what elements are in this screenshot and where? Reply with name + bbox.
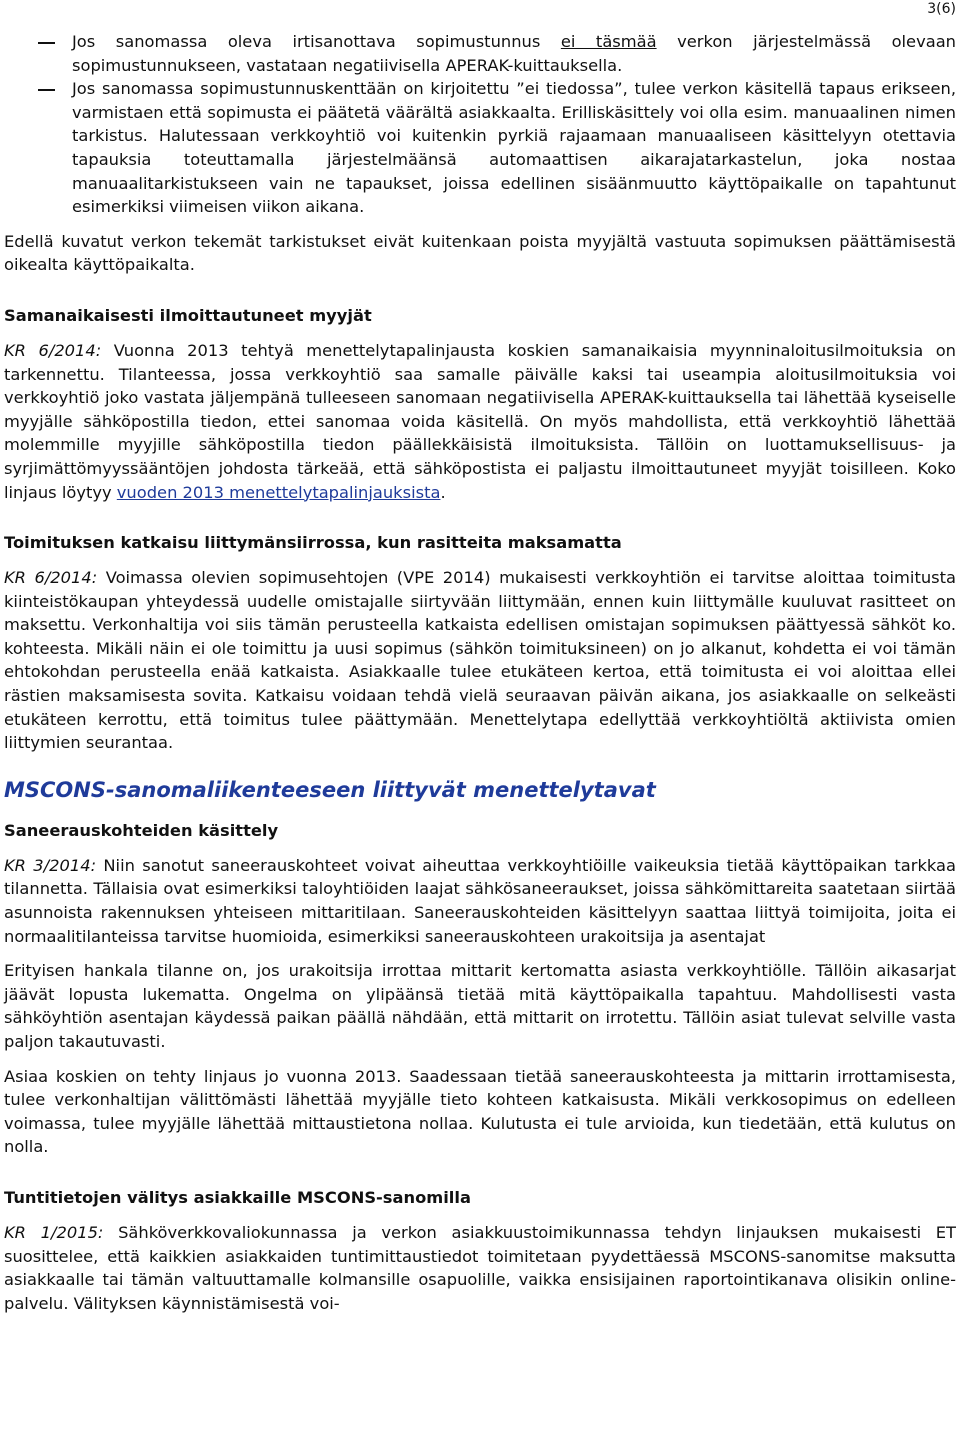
bullet-text: Jos sanomassa sopimustunnuskenttään on kirjoitettu ”ei tiedossa”, tulee verkon käsitellä tapaus erikseen, varmistaen että sopimusta ei päätetä väärältä asiakkaalta. Erilliskäsittely voi olla esim. manuaalinen nimen tarkistus. Halutessaan verkkoyhtiö voi kuitenkin pyrkiä rajaamaan manuaaliseen käsittelyyn otettavia tapauksia toteuttamalla järjestelmäänsä automaattisen aikarajatarkastelun, joka nostaa manuaalitarkistukseen vain ne tapaukset, joissa edellinen sisäänmuutto käyttöpaikalle on tapahtunut esimerkiksi viimeisen viikon aikana.: [72, 79, 956, 217]
section-paragraph: [4, 566, 956, 755]
underlined-text: ei täsmää: [560, 32, 657, 51]
bullet-text: verkon järjestelmässä olevaan sopimustunnukseen, vastataan negatiivisella APERAK-kuittauksella.: [72, 32, 956, 75]
paragraph-text: Sähköverkkovaliokunnassa ja verkon asiakkuustoimikunnassa tehdyn linjauksen mukaisesti ET suosittelee, että kaikkien asiakkaiden tuntimittaustiedot toimitetaan pyydettäessä MSCONS-sanomitse maksutta asiakkaalle tai tämän valtuuttamalle kolmansille osapuolille, vaikka ensisijainen raportointikanava olisikin online-palvelu. Välityksen käynnistämisestä voi-: [4, 1222, 956, 1313]
paragraph-text: .: [440, 482, 446, 502]
reference-label: KR 6/2014:: [4, 340, 102, 360]
section-heading-hourly-data: Tuntitietojen välitys asiakkaille MSCONS-sanomilla: [4, 1187, 471, 1207]
section-paragraph: [4, 339, 956, 504]
reference-label: KR 3/2014:: [4, 855, 97, 875]
bullet-list: [4, 30, 956, 219]
list-item: [4, 77, 956, 219]
bullet-text: Jos sanomassa oleva irtisanottava sopimustunnus: [72, 32, 561, 51]
paragraph-text: Vuonna 2013 tehtyä menettelytapalinjausta koskien samanaikaisia myynninaloitusilmoituksia on tarkennettu. Tilanteessa, jossa verkkoyhtiö saa samalle päivälle kaksi tai useampia aloitusilmoituksia voi verkkoyhtiö joko vastata jäljempänä tulleeseen sanomaan negatiivisella APERAK-kuittauksella tai lähettää kyseiselle myyjälle sähköpostilla tiedon, ettei sanomaa voida käsitellä. On myös mahdollista, että verkkoyhtiö lähettää molemmille myyjille sähköpostilla tiedon päällekkäisistä ilmoituksista. Tällöin on luottamuksellisuus- ja syrjimättömyyssääntöjen johdosta tärkeää, että sähköpostista ei paljastu ilmoittautuneet myyjät toisilleen. Koko linjaus löytyy: [4, 340, 956, 502]
intro-paragraph: Edellä kuvatut verkon tekemät tarkistukset eivät kuitenkaan poista myyjältä vastuuta sopimuksen päättämisestä oikealta käyttöpaikalta.: [4, 231, 956, 275]
section-paragraph: [4, 854, 956, 948]
reference-label: KR 6/2014:: [4, 568, 98, 588]
section-paragraph: Asiaa koskien on tehty linjaus jo vuonna 2013. Saadessaan tietää saneerauskohteesta ja mittarin irrottamisesta, tulee verkonhaltijan välittömästi lähettää myyjälle tieto kohteen katkaisusta. Mikäli verkkosopimus on edelleen voimassa, tulee myyjälle lähettää mittaustietona nollaa. Kulutusta ei tule arvioida, kun tiedetään, että kulutus on nolla.: [4, 1066, 956, 1157]
section-heading-supply-disconnection: Toimituksen katkaisu liittymänsiirrossa, kun rasitteita maksamatta: [4, 533, 622, 553]
section-heading-renovation-sites: Saneerauskohteiden käsittely: [4, 820, 279, 840]
section-paragraph: Erityisen hankala tilanne on, jos urakoitsija irrottaa mittarit kertomatta asiasta verkkoyhtiölle. Tällöin aikasarjat jäävät lopusta lukematta. Ongelma on ylipäänsä tietää mitä käyttöpaikalla tapahtuu. Mahdollisesti vasta sähköyhtiön asentajan käydessä paikan päällä nähdään, että mittarit on irrotettu. Tällöin asiat tulevat selville vasta paljon takautuvasti.: [4, 961, 956, 1051]
section-heading-simultaneous-sellers: Samanaikaisesti ilmoittautuneet myyjät: [4, 305, 372, 325]
document-body: [4, 30, 956, 1315]
paragraph-text: Voimassa olevien sopimusehtojen (VPE 2014) mukaisesti verkkoyhtiön ei tarvitse aloittaa toimitusta kiinteistökaupan yhteydessä uudelle omistajalle siirtyvään liittymään, ennen kuin liittymälle kuuluvat rasitteet on maksettu. Verkonhaltija voi siis tämän perusteella katkaista edellisen omistajan sopimuksen päättyessä sähköt ko. kohteesta. Mikäli näin ei ole toimittu ja uusi sopimus (sähkön toimituksineen) on jo alkanut, kohdetta ei voi tämän ehtokohdan perusteella enää katkaista. Asiakkaalle tulee etukäteen kertoa, että toimitusta ei voi aloittaa ellei rästien maksamisesta sovita. Katkaisu voidaan tehdä vielä seuraavan päivän aikana, jos asiakkaalle on selkeästi etukäteen kerrottu, että toimitus tulee päättymään. Menettelytapa edellyttää verkkoyhtiöltä aktiivista omien liittymien seurantaa.: [4, 568, 956, 753]
section-paragraph: [4, 1221, 956, 1315]
list-item: [4, 30, 956, 77]
reference-label: KR 1/2015:: [4, 1222, 104, 1242]
guidelines-2013-link[interactable]: vuoden 2013 menettelytapalinjauksista: [116, 482, 441, 502]
page-number: 3(6): [927, 1, 956, 17]
major-heading-mscons: MSCONS-sanomaliikenteeseen liittyvät menettelytavat: [4, 777, 656, 802]
paragraph-text: Niin sanotut saneerauskohteet voivat aiheuttaa verkkoyhtiöille vaikeuksia tietää käyttöpaikan tarkkaa tilannetta. Tällaisia ovat esimerkiksi taloyhtiöiden laajat sähkösaneeraukset, joissa sähkömittareita saatetaan siirtää asunnoista rakennuksen yhteiseen mittaritilaan. Saneerauskohteiden käsittelyyn saattaa liittyä toimijoita, joita ei normaalitilanteissa tarvitse huomioida, esimerkiksi saneerauskohteen urakoitsija ja asentajat: [4, 855, 956, 946]
